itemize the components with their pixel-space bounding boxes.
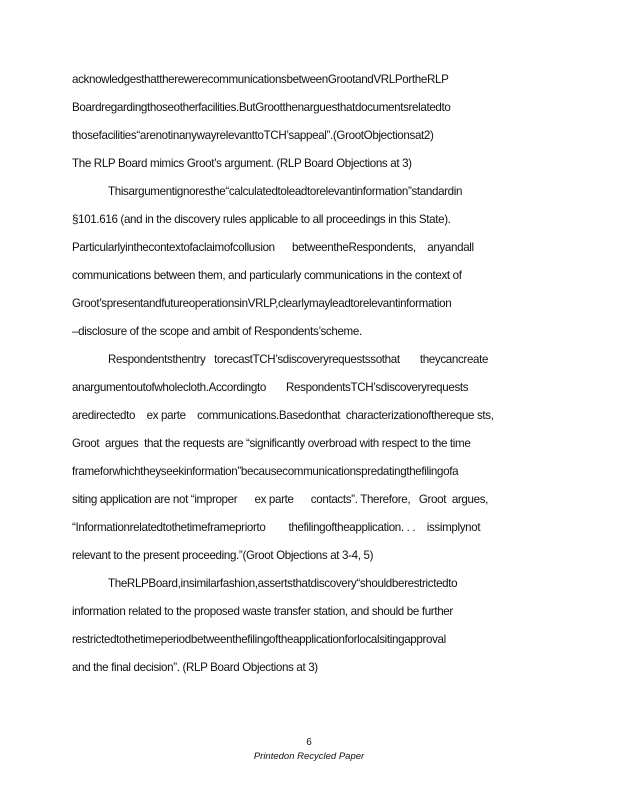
text-line: §101.616 (and in the discovery rules applicable to all proceedings in this State). [72, 213, 451, 226]
text-line: relevant to the present proceeding.”(Groot Objections at 3-4, 5) [72, 549, 374, 562]
text-line: anargumentoutofwholecloth.Accordingto RespondentsTCH’sdiscoveryrequests [72, 381, 469, 394]
text-line: siting application are not “improper ex parte contacts”. Therefore, Groot argues, [72, 493, 489, 506]
text-line: –disclosure of the scope and ambit of Respondents’scheme. [72, 325, 362, 338]
paragraph-first-line: TheRLPBoard,insimilarfashion,assertsthatdiscovery“shouldberestrictedto [108, 577, 458, 590]
text-line: and the final decision”. (RLP Board Objections at 3) [72, 661, 318, 674]
text-line: acknowledgesthattherewerecommunicationsbetweenGrootandVRLPortheRLP [72, 73, 449, 86]
text-line: communications between them, and particularly communications in the context of [72, 269, 462, 282]
page-number: 6 [306, 737, 312, 748]
text-line: “Informationrelatedtothetimeframepriorto thefilingoftheapplication. . . issimplynot [72, 521, 481, 534]
text-line: The RLP Board mimics Groot’s argument. (RLP Board Objections at 3) [72, 157, 412, 170]
footer-note: Printedon Recycled Paper [253, 751, 365, 762]
text-line: aredirectedto ex parte communications.Basedonthat characterizationofthereque sts, [72, 409, 494, 422]
paragraph-first-line: Respondentsthentry torecastTCH’sdiscoveryrequestssothat theycancreate [108, 353, 489, 366]
paragraph-first-line: Thisargumentignoresthe“calculatedtoleadtorelevantinformation”standardin [108, 185, 463, 198]
text-line: information related to the proposed waste transfer station, and should be further [72, 605, 453, 618]
text-line: Groot argues that the requests are “significantly overbroad with respect to the time [72, 437, 471, 450]
text-line: thosefacilities“arenotinanywayrelevanttoTCH’sappeal”.(GrootObjectionsat2) [72, 129, 434, 142]
text-line: Boardregardingthoseotherfacilities.ButGrootthenarguesthatdocumentsrelatedto [72, 101, 451, 114]
text-line: restrictedtothetimeperiodbetweenthefilingoftheapplicationforlocalsitingapproval [72, 633, 446, 646]
text-line: Particularlyinthecontextofaclaimofcollusion betweentheRespondents, anyandall [72, 241, 474, 254]
text-line: Groot’spresentandfutureoperationsinVRLP,clearlymayleadtorelevantinformation [72, 297, 452, 310]
text-line: frameforwhichtheyseekinformation”becausecommunicationspredatingthefilingofa [72, 465, 459, 478]
